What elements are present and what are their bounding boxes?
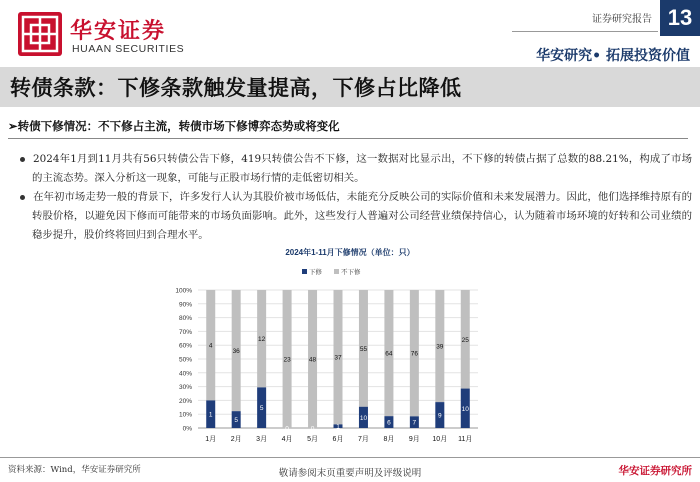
bullet-text: 2024年1月到11月共有56只转债公告下修，419只转债公告不下修，这一数据对比显示出，不下修的转债占据了总数的88.21%，构成了市场的主流态势。深入分析这一现象，可能与正股市场行情的走低密切相关。 bbox=[32, 153, 692, 184]
x-tick-label: 6月 bbox=[332, 436, 344, 443]
data-label-no-revision: 36 bbox=[232, 348, 240, 356]
x-tick-label: 1月 bbox=[205, 436, 217, 443]
data-label-revision: 5 bbox=[234, 417, 238, 425]
data-label-no-revision: 39 bbox=[436, 343, 444, 351]
legend-swatch bbox=[334, 269, 339, 274]
footer-brand: 华安证券研究所 bbox=[618, 465, 692, 477]
data-label-revision: 6 bbox=[387, 419, 391, 427]
page-title: 转债条款：下修条款触发量提高，下修占比降低 bbox=[10, 75, 462, 100]
y-tick-label: 60% bbox=[178, 342, 192, 350]
bullet-icon bbox=[20, 195, 25, 200]
page-number: 13 bbox=[660, 0, 700, 36]
data-label-revision: 0 bbox=[285, 425, 289, 433]
data-label-no-revision: 37 bbox=[334, 354, 342, 362]
x-tick-label: 11月 bbox=[458, 436, 473, 443]
section-divider bbox=[8, 138, 688, 139]
data-label-no-revision: 48 bbox=[308, 356, 317, 364]
data-label-revision: 10 bbox=[359, 414, 368, 422]
bullet-paragraph bbox=[20, 188, 692, 245]
data-label-revision: 9 bbox=[438, 412, 442, 420]
x-tick-label: 8月 bbox=[383, 436, 395, 443]
data-label-revision: 5 bbox=[259, 405, 264, 413]
logo-seal-icon bbox=[18, 12, 62, 56]
disclaimer: 敬请参阅末页重要声明及评级说明 bbox=[278, 468, 422, 479]
source-note: 资料来源：Wind，华安证券研究所 bbox=[8, 465, 141, 475]
header-divider bbox=[512, 31, 658, 32]
data-label-no-revision: 4 bbox=[208, 342, 213, 350]
data-label-no-revision: 64 bbox=[385, 350, 393, 358]
report-type-label: 证券研究报告 bbox=[592, 14, 652, 25]
data-label-no-revision: 55 bbox=[359, 345, 368, 353]
data-label-revision: 0 bbox=[310, 425, 315, 433]
legend-label: 不下修 bbox=[341, 269, 361, 276]
data-label-no-revision: 23 bbox=[283, 356, 291, 364]
footer-divider bbox=[0, 457, 700, 458]
header-slogan: 华安研究• 拓展投资价值 bbox=[536, 48, 690, 64]
y-tick-label: 40% bbox=[178, 370, 192, 378]
x-tick-label: 4月 bbox=[281, 436, 293, 443]
y-tick-label: 80% bbox=[178, 315, 192, 323]
section-heading: ➢转债下修情况：不下修占主流，转债市场下修博弈态势或将变化 bbox=[8, 119, 340, 133]
y-tick-label: 50% bbox=[178, 356, 192, 364]
data-label-no-revision: 76 bbox=[410, 350, 418, 358]
legend-label: 下修 bbox=[309, 269, 322, 276]
x-tick-label: 10月 bbox=[432, 436, 448, 443]
x-tick-label: 5月 bbox=[307, 436, 318, 443]
y-tick-label: 20% bbox=[178, 397, 192, 405]
bullet-text: 在年初市场走势一般的背景下，许多发行人认为其股价被市场低估，未能充分反映公司的实际价值和未来发展潜力。因此，他们选择维持原有的转股价格，以避免因下修而可能带来的市场负面影响。此外，这些发行人普遍对公司经营业绩保持信心，认为随着市场环境的好转和公司业绩的稳步提升，股价终将回归到合理水平。 bbox=[32, 191, 692, 241]
logo-name-english: HUAAN SECURITIES bbox=[72, 43, 185, 55]
data-label-revision: 1 bbox=[336, 423, 340, 431]
data-label-no-revision: 12 bbox=[258, 336, 266, 344]
data-label-revision: 7 bbox=[412, 419, 417, 427]
data-label-no-revision: 25 bbox=[461, 336, 469, 344]
y-tick-label: 90% bbox=[178, 301, 192, 309]
x-tick-label: 2月 bbox=[230, 436, 242, 443]
x-tick-label: 3月 bbox=[256, 436, 268, 443]
y-tick-label: 30% bbox=[178, 384, 192, 392]
bullet-icon bbox=[20, 157, 25, 162]
x-tick-label: 7月 bbox=[358, 436, 369, 443]
legend-swatch bbox=[302, 269, 307, 274]
y-tick-label: 70% bbox=[178, 328, 192, 336]
x-tick-label: 9月 bbox=[408, 436, 420, 443]
stacked-bar-chart bbox=[0, 258, 700, 458]
data-label-revision: 1 bbox=[208, 411, 213, 419]
y-tick-label: 100% bbox=[175, 287, 192, 295]
data-label-revision: 10 bbox=[461, 405, 469, 413]
chart-title: 2024年1-11月下修情况（单位：只） bbox=[285, 248, 415, 257]
logo-name: 华安证券 bbox=[70, 18, 167, 44]
y-tick-label: 0% bbox=[182, 425, 192, 433]
bullet-paragraph bbox=[20, 150, 692, 188]
y-tick-label: 10% bbox=[178, 411, 192, 419]
